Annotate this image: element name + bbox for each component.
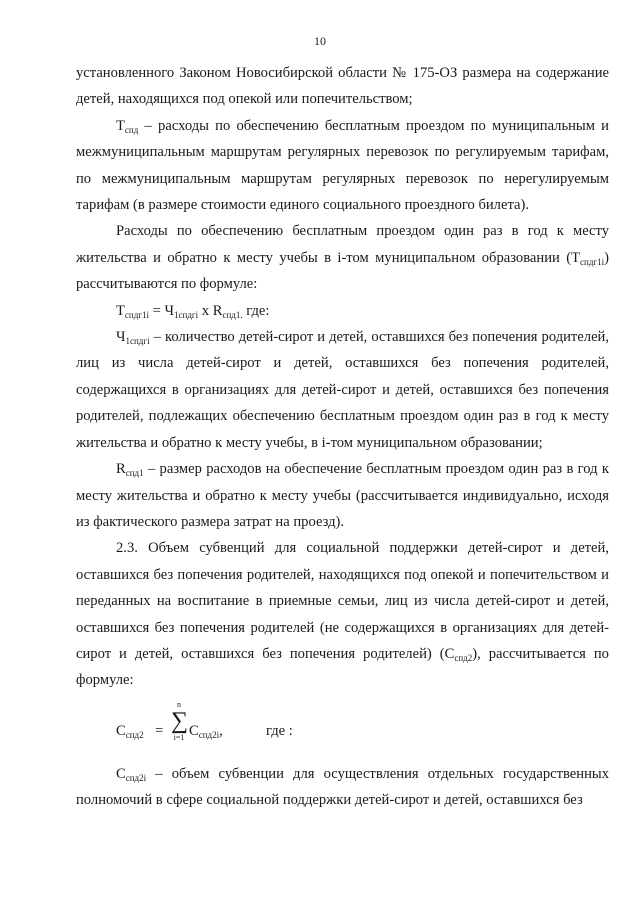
formula-subscript: спд2 bbox=[125, 729, 144, 740]
formula-subscript: 1спдгi bbox=[174, 309, 199, 320]
formula-equals: = bbox=[155, 722, 164, 739]
paragraph-7 bbox=[76, 761, 609, 814]
paragraph-2 bbox=[76, 113, 609, 219]
summation-upper: n bbox=[177, 699, 181, 709]
paragraph-1: установленного Законом Новосибирской области № 175-ОЗ размера на содержание детей, находящихся под опекой или попечительством; bbox=[76, 65, 609, 108]
formula-subscript: спдг1i bbox=[124, 309, 150, 320]
paragraph-text: – количество детей-сирот и детей, оставшихся без попечения родителей, лиц из числа детей-сирот и детей, оставшихся без попечения родителей, содержащихся в организациях для детей-сирот и детей, оставшихся без попечения родителей, подлежащих обеспечению бесплатным проездом один раз в год к месту жительства и обратно к месту учебы, в i-том муниципальном образовании; bbox=[76, 329, 609, 451]
paragraph-text: – размер расходов на обеспечение бесплатным проездом один раз в год к месту жительства и обратно к месту учебы (рассчитывается индивидуально, исходя из фактического размера затрат на проезд). bbox=[76, 461, 609, 530]
paragraph-4 bbox=[76, 324, 609, 456]
symbol-subscript: спд2 bbox=[454, 652, 473, 663]
paragraph-6 bbox=[76, 535, 609, 693]
paragraph-3 bbox=[76, 218, 609, 297]
symbol-subscript: спдг1i bbox=[580, 256, 605, 267]
formula-part: х R bbox=[198, 302, 223, 319]
symbol-subscript: спд1 bbox=[125, 468, 144, 479]
formula-comma: , bbox=[219, 722, 223, 739]
formula-1 bbox=[76, 298, 609, 324]
formula-where: где : bbox=[266, 722, 293, 739]
symbol-c: С bbox=[116, 765, 126, 782]
summation-sign: ∑ bbox=[171, 707, 189, 734]
symbol-t: Т bbox=[116, 117, 125, 134]
paragraph-text: – расходы по обеспечению бесплатным проездом по муниципальным и межмуниципальным маршрутам регулярных перевозок по регулируемым тарифам, по межмуниципальным маршрутам регулярных перевозок по нерегулируемым тарифам (в размере стоимости единого социального проездного билета). bbox=[76, 117, 609, 214]
formula-where: где: bbox=[242, 302, 270, 319]
paragraph-text: 2.3. Объем субвенций для социальной поддержки детей-сирот и детей, оставшихся без попечения родителей, находящихся под опекой и попечительством и переданных на воспитание в приемные семьи, лиц из числа детей-сирот и детей, оставшихся без попечения родителей (не содержащихся в организациях для детей-сирот и детей, оставшихся без попечения родителей) (С bbox=[76, 540, 609, 662]
summation bbox=[171, 700, 187, 742]
paragraph-5 bbox=[76, 456, 609, 535]
formula-t: Т bbox=[116, 302, 125, 319]
paragraph-text-end: ) рассчитываются по формуле: bbox=[76, 249, 609, 293]
summation-lower: i=1 bbox=[173, 732, 185, 742]
formula-subscript: спд2i bbox=[198, 729, 220, 740]
formula-lhs-symbol: С bbox=[116, 722, 126, 739]
formula-subscript: спд1. bbox=[222, 309, 243, 320]
paragraph-text-end: ), рассчитывается по формуле: bbox=[76, 645, 609, 689]
paragraph-text: Расходы по обеспечению бесплатным проездом один раз в год к месту жительства и обратно к месту учебы в i-том муниципальном образовании (Т bbox=[76, 223, 609, 266]
document-body bbox=[76, 60, 609, 814]
symbol-r: R bbox=[116, 461, 126, 478]
formula-lhs bbox=[116, 718, 144, 744]
symbol-subscript: спд2i bbox=[125, 772, 147, 783]
formula-rhs-symbol: С bbox=[189, 722, 199, 739]
formula-part: = Ч bbox=[149, 302, 175, 319]
symbol-ch: Ч bbox=[116, 329, 126, 346]
symbol-subscript: 1спдгi bbox=[125, 336, 150, 347]
paragraph-text: – объем субвенции для осуществления отдельных государственных полномочий в сфере социальной поддержки детей-сирот и детей, оставшихся без bbox=[76, 765, 609, 809]
formula-rhs bbox=[189, 718, 223, 744]
page-number: 10 bbox=[314, 34, 326, 48]
formula-2 bbox=[76, 696, 609, 758]
symbol-subscript: спд bbox=[124, 124, 139, 135]
